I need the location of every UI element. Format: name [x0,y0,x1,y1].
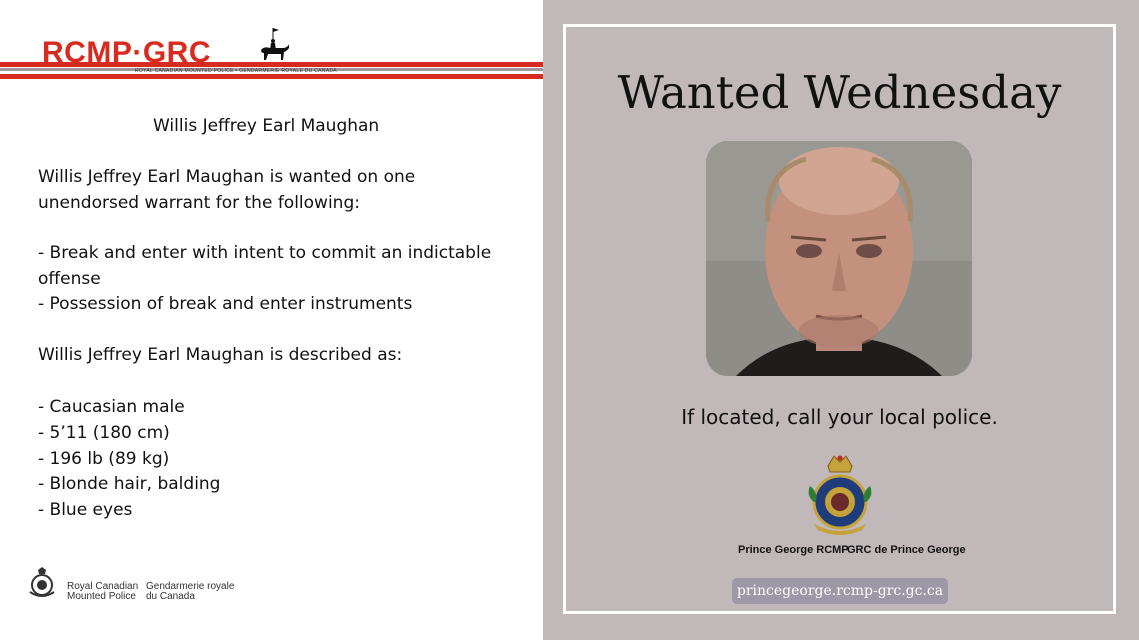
detachment-fr: GRC de Prince George [847,544,966,556]
poster-title: Wanted Wednesday [617,66,1062,119]
charge-2: - Possession of break and enter instruments [38,294,413,314]
charge-1-line1: - Break and enter with intent to commit an indictable [38,243,492,263]
footer-en-line1: Royal Canadian [67,581,139,592]
footer-en-line2: Mounted Police [67,591,136,602]
description-item: - 5’11 (180 cm) [38,423,170,443]
suspect-photo [706,141,972,376]
footer-fr-line2: du Canada [146,591,195,602]
description-item: - Blue eyes [38,500,133,520]
description-item: - 196 lb (89 kg) [38,449,170,469]
mounted-rider-icon [256,26,290,64]
rcmp-crest-icon [800,452,880,538]
footer-fr-line1: Gendarmerie royale [146,581,235,592]
description-item: - Caucasian male [38,397,185,417]
described-as-text: Willis Jeffrey Earl Maughan is described as: [38,345,403,365]
detachment-url-link[interactable]: princegeorge.rcmp-grc.gc.ca [732,578,948,604]
warrant-text-line1: Willis Jeffrey Earl Maughan is wanted on one [38,167,416,187]
warrant-text-line2: unendorsed warrant for the following: [38,193,360,213]
suspect-name-heading: Willis Jeffrey Earl Maughan [153,116,380,136]
rcmp-sub-text: ROYAL CANADIAN MOUNTED POLICE • GENDARMERIE ROYALE DU CANADA [135,68,337,74]
detachment-en: Prince George RCMP [738,544,849,556]
call-to-action-text: If located, call your local police. [681,405,998,429]
rcmp-small-crest-icon [26,566,58,600]
description-item: - Blonde hair, balding [38,474,221,494]
notice-panel [0,0,543,640]
rcmp-grc-logo: RCMP·GRC [42,36,211,69]
header-stripe-red-lower [0,74,543,79]
charge-1-line2: offense [38,269,101,289]
